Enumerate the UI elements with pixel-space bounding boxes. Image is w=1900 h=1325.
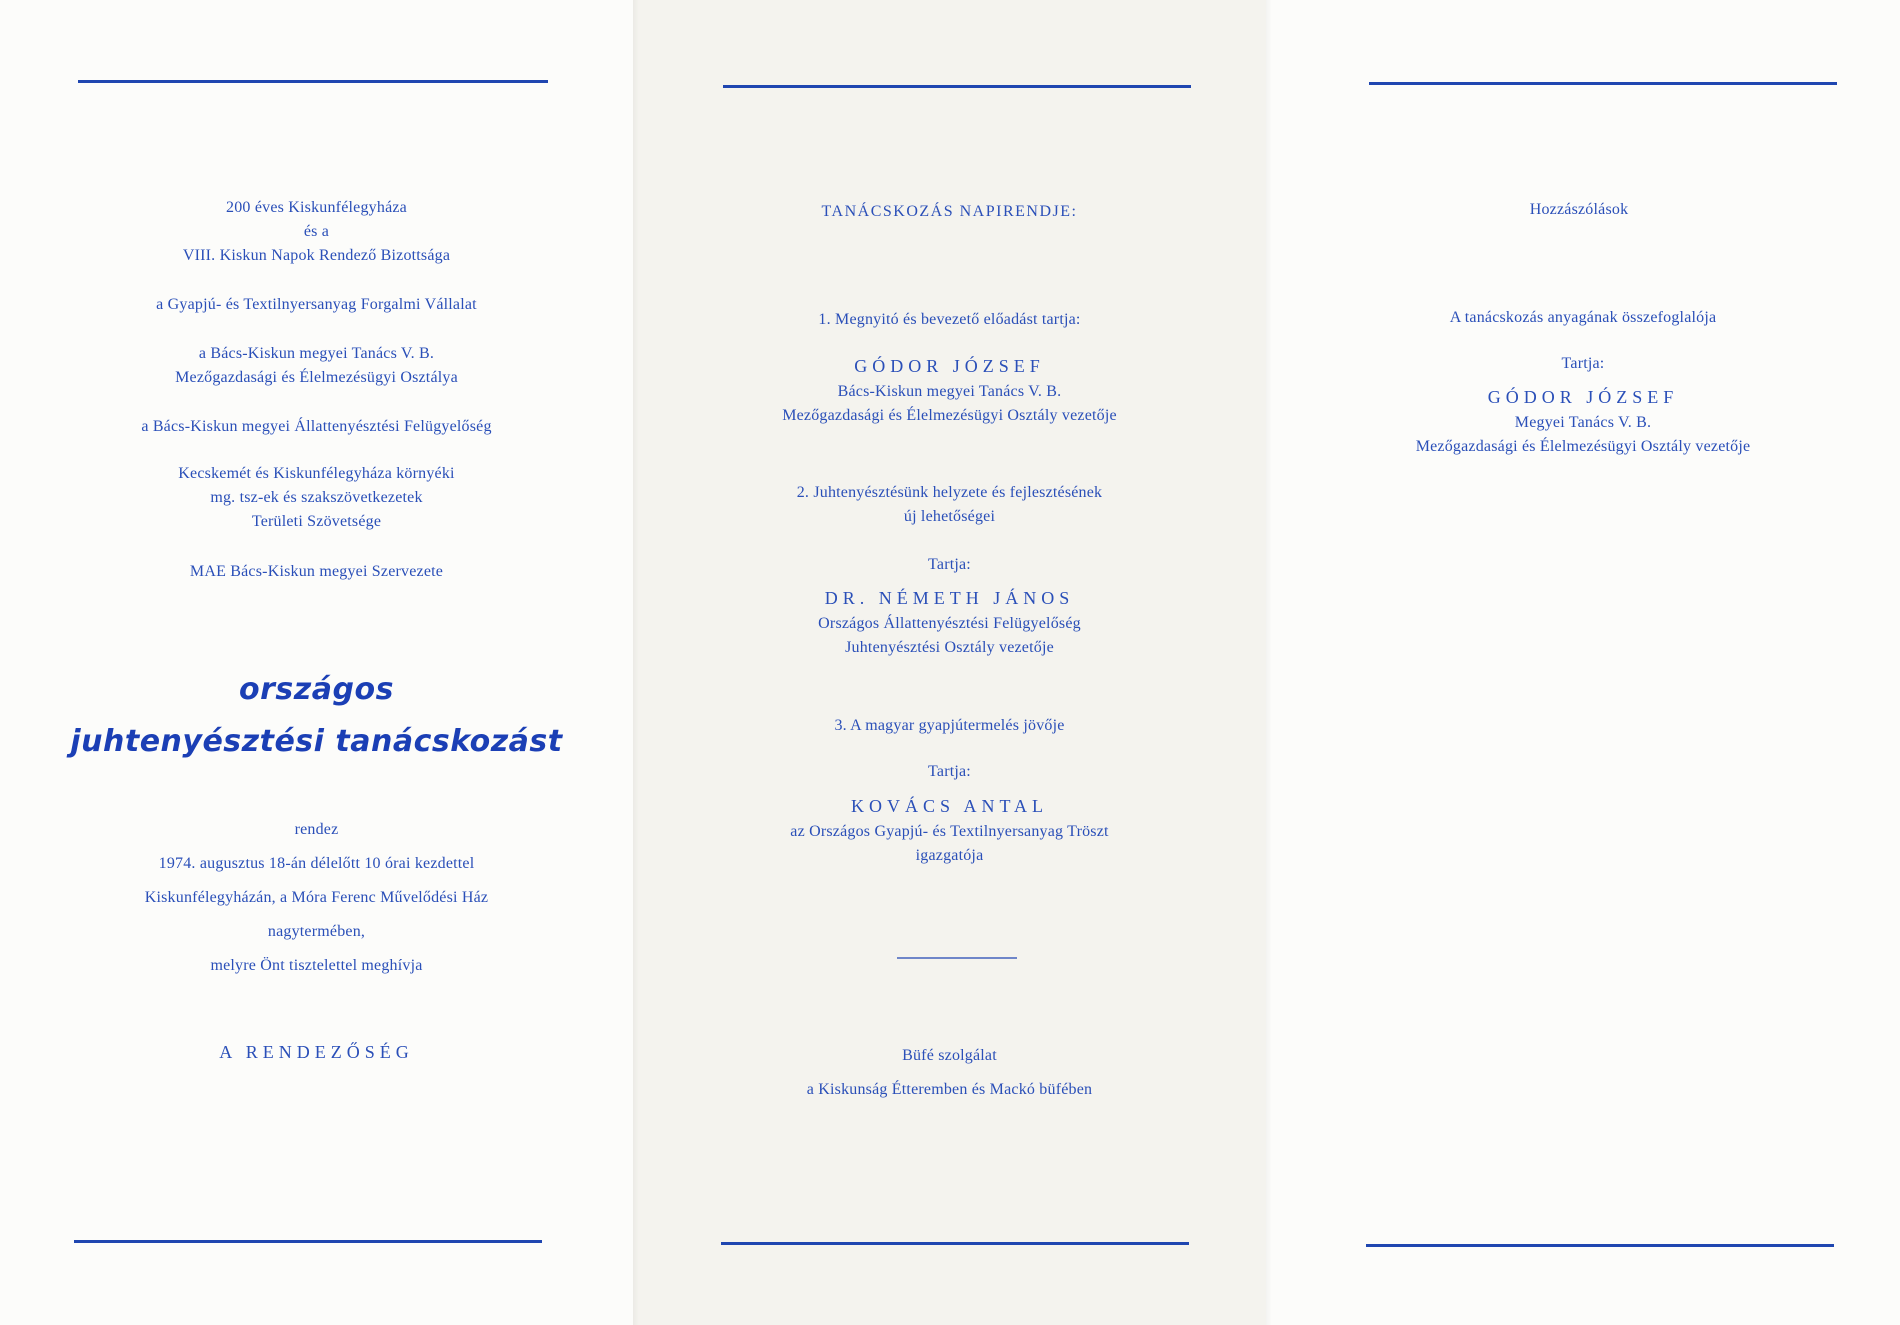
comments-heading: Hozzászólások xyxy=(1529,201,1629,218)
agenda-item-2-title: 2. Juhtenyésztésünk helyzete és fejlesztésének xyxy=(796,484,1103,501)
signature: A RENDEZŐSÉG xyxy=(219,1042,414,1062)
details-line: melyre Önt tisztelettel meghívja xyxy=(210,957,423,974)
summary-role: Megyei Tanács V. B. xyxy=(1514,414,1652,431)
middle-panel xyxy=(633,0,1266,1325)
agenda-item-2-title: új lehetőségei xyxy=(903,508,996,525)
top-rule xyxy=(78,80,548,83)
organizer-line: a Gyapjú- és Textilnyersanyag Forgalmi Vállalat xyxy=(156,296,477,313)
summary-role: Mezőgazdasági és Élelmezésügyi Osztály vezetője xyxy=(1415,438,1751,455)
summary-speaker: GÓDOR JÓZSEF xyxy=(1487,387,1679,407)
top-rule xyxy=(723,85,1191,88)
organizer-line: Mezőgazdasági és Élelmezésügyi Osztálya xyxy=(175,369,458,386)
organizer-line: Területi Szövetsége xyxy=(251,513,382,530)
agenda-heading: TANÁCSKOZÁS NAPIRENDJE: xyxy=(821,203,1078,220)
details-line: 1974. augusztus 18-án délelőtt 10 órai kezdettel xyxy=(158,855,475,872)
agenda-item-3-role: igazgatója xyxy=(915,847,984,864)
buffet-line: Büfé szolgálat xyxy=(902,1047,997,1064)
event-title-line-1: országos xyxy=(239,672,394,707)
top-rule xyxy=(1369,82,1837,85)
bottom-rule xyxy=(721,1242,1189,1245)
separator-rule xyxy=(897,957,1017,959)
details-line: Kiskunfélegyházán, a Móra Ferenc Művelődési Ház xyxy=(144,889,489,906)
agenda-item-2-role: Országos Állattenyésztési Felügyelőség xyxy=(818,615,1081,632)
details-line: rendez xyxy=(294,821,339,838)
summary-by: Tartja: xyxy=(1561,355,1605,372)
agenda-item-1-role: Mezőgazdasági és Élelmezésügyi Osztály vezetője xyxy=(782,407,1117,424)
agenda-item-3-title: 3. A magyar gyapjútermelés jövője xyxy=(834,717,1065,734)
organizer-line: Kecskemét és Kiskunfélegyháza környéki xyxy=(178,465,455,482)
organizer-line: 200 éves Kiskunfélegyháza xyxy=(226,199,407,216)
organizer-line: a Bács-Kiskun megyei Tanács V. B. xyxy=(198,345,435,362)
details-line: nagytermében, xyxy=(267,923,366,940)
agenda-item-1-title: 1. Megnyitó és bevezető előadást tartja: xyxy=(818,311,1081,328)
agenda-item-3-by: Tartja: xyxy=(928,763,971,780)
organizer-line: VIII. Kiskun Napok Rendező Bizottsága xyxy=(182,247,451,264)
left-panel xyxy=(0,0,633,1325)
right-panel xyxy=(1266,0,1900,1325)
summary-title: A tanácskozás anyagának összefoglalója xyxy=(1449,309,1717,326)
fold-shadow xyxy=(633,0,639,1325)
event-title-line-2: juhtenyésztési tanácskozást xyxy=(70,724,563,759)
organizer-line: a Bács-Kiskun megyei Állattenyésztési Felügyelőség xyxy=(141,418,492,435)
buffet-line: a Kiskunság Étteremben és Mackó büfében xyxy=(806,1081,1093,1098)
agenda-item-3-speaker: KOVÁCS ANTAL xyxy=(850,796,1049,816)
agenda-item-2-by: Tartja: xyxy=(928,556,971,573)
agenda-item-2-role: Juhtenyésztési Osztály vezetője xyxy=(845,639,1054,656)
organizer-line: MAE Bács-Kiskun megyei Szervezete xyxy=(189,563,444,580)
bottom-rule xyxy=(74,1240,542,1243)
organizer-line: és a xyxy=(303,223,330,240)
bottom-rule xyxy=(1366,1244,1834,1247)
agenda-item-1-role: Bács-Kiskun megyei Tanács V. B. xyxy=(837,383,1062,400)
organizer-line: mg. tsz-ek és szakszövetkezetek xyxy=(210,489,423,506)
agenda-item-3-role: az Országos Gyapjú- és Textilnyersanyag Tröszt xyxy=(790,823,1109,840)
agenda-item-2-speaker: DR. NÉMETH JÁNOS xyxy=(824,588,1075,608)
agenda-item-1-speaker: GÓDOR JÓZSEF xyxy=(854,356,1045,376)
